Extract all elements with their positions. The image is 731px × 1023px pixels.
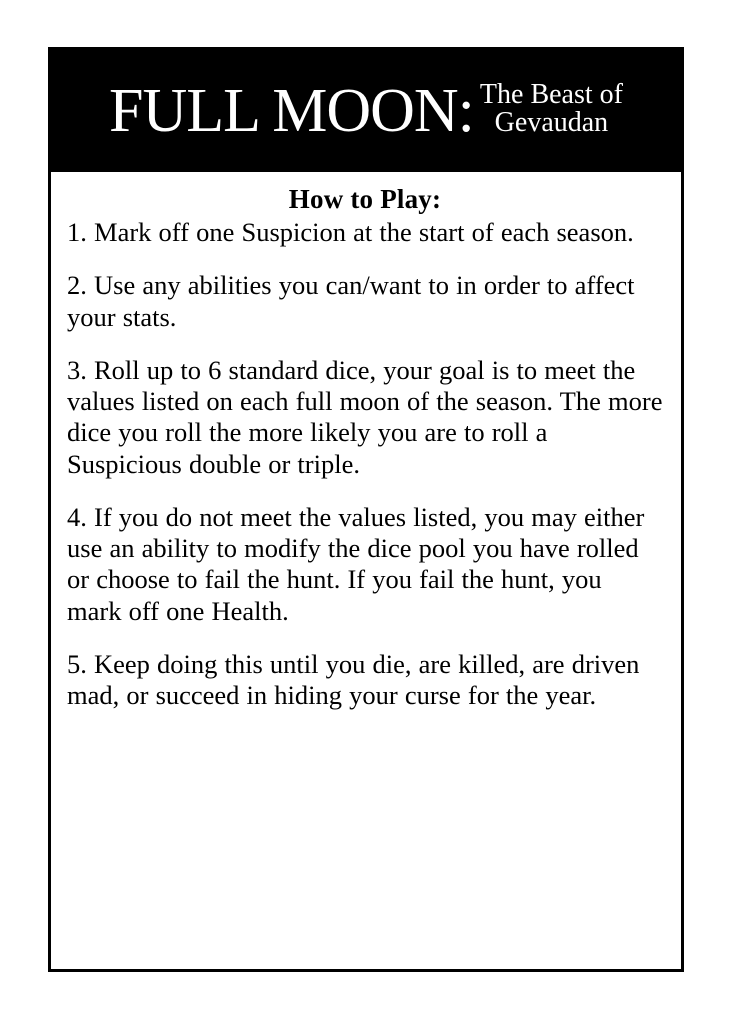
- rule-number-4: 4.: [67, 501, 87, 532]
- rule-text-2: Use any abilities you can/want to in order to affect your stats.: [67, 270, 635, 332]
- rule-item-5: [67, 649, 663, 712]
- rule-text-5: Keep doing this until you die, are killed, are driven mad, or succeed in hiding your curse for the year.: [67, 648, 640, 711]
- rule-number-5: 5.: [67, 648, 87, 679]
- rule-number-3: 3.: [67, 354, 87, 385]
- rule-text-4: If you do not meet the values listed, you may either use an ability to modify the dice pool you have rolled or choose to fail the hunt. If you fail the hunt, you mark off one Health.: [67, 501, 645, 626]
- card-title-main: FULL MOON:: [109, 76, 474, 145]
- card-title-subtitle: [480, 81, 623, 141]
- rule-text-3: Roll up to 6 standard dice, your goal is to meet the values listed on each full moon of the season. The more dice you roll the more likely you are to roll a Suspicious double or triple.: [67, 354, 663, 479]
- rule-item-2: [67, 270, 663, 333]
- rule-item-4: [67, 502, 663, 627]
- card-title-subtitle-line1: The Beast of: [479, 79, 623, 110]
- rule-number-2: 2.: [67, 270, 87, 301]
- rule-item-1: [67, 217, 663, 248]
- card-title-subtitle-line2: Gevaudan: [494, 107, 609, 138]
- rule-number-1: 1.: [67, 217, 87, 247]
- card-body: [51, 172, 681, 969]
- card-title-bar: [51, 50, 681, 172]
- rule-item-3: [67, 355, 663, 480]
- how-to-play-heading: How to Play:: [288, 184, 442, 214]
- rule-text-1: Mark off one Suspicion at the start of each season.: [94, 217, 634, 247]
- rules-card: [48, 47, 684, 972]
